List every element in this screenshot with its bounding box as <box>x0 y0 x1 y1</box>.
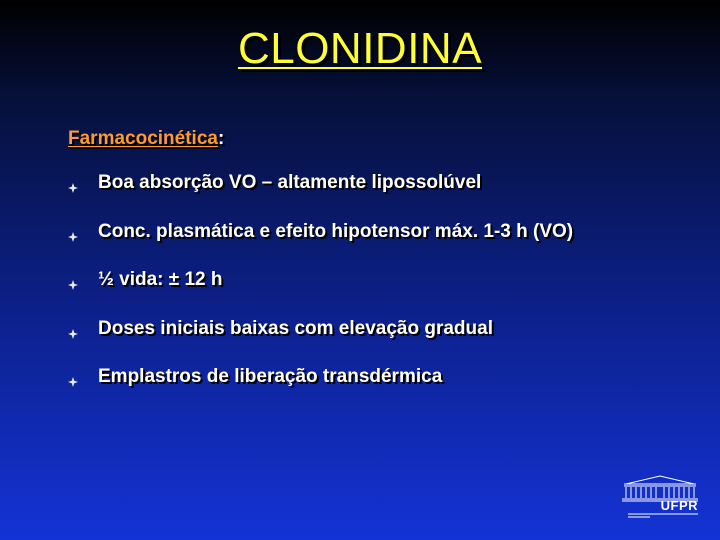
subheading-suffix: : <box>217 128 225 149</box>
list-item <box>68 269 573 318</box>
diamond-bullet-icon <box>68 318 98 344</box>
diamond-bullet-icon <box>68 269 98 295</box>
diamond-bullet-icon <box>68 366 98 392</box>
logo-text: UFPR <box>660 498 698 513</box>
bullet-text: ½ vida: ± 12 h <box>98 269 223 290</box>
list-item <box>68 366 573 415</box>
bullet-text: Doses iniciais baixas com elevação gradual <box>98 317 493 339</box>
list-item <box>68 318 573 367</box>
bullet-text: Emplastros de liberação transdérmica <box>98 366 443 387</box>
bullet-text: Boa absorção VO – altamente lipossolúvel <box>98 172 482 193</box>
university-building-logo-icon <box>620 474 700 520</box>
subheading <box>68 128 224 150</box>
diamond-bullet-icon <box>68 221 98 247</box>
list-item <box>68 221 573 270</box>
diamond-bullet-icon <box>68 172 98 198</box>
subheading-label: Farmacocinética <box>68 128 218 149</box>
bullet-list <box>68 172 573 415</box>
slide-title: CLONIDINA <box>237 24 483 73</box>
list-item <box>68 172 573 221</box>
bullet-text: Conc. plasmática e efeito hipotensor máx. 1-3 h (VO) <box>98 220 574 242</box>
